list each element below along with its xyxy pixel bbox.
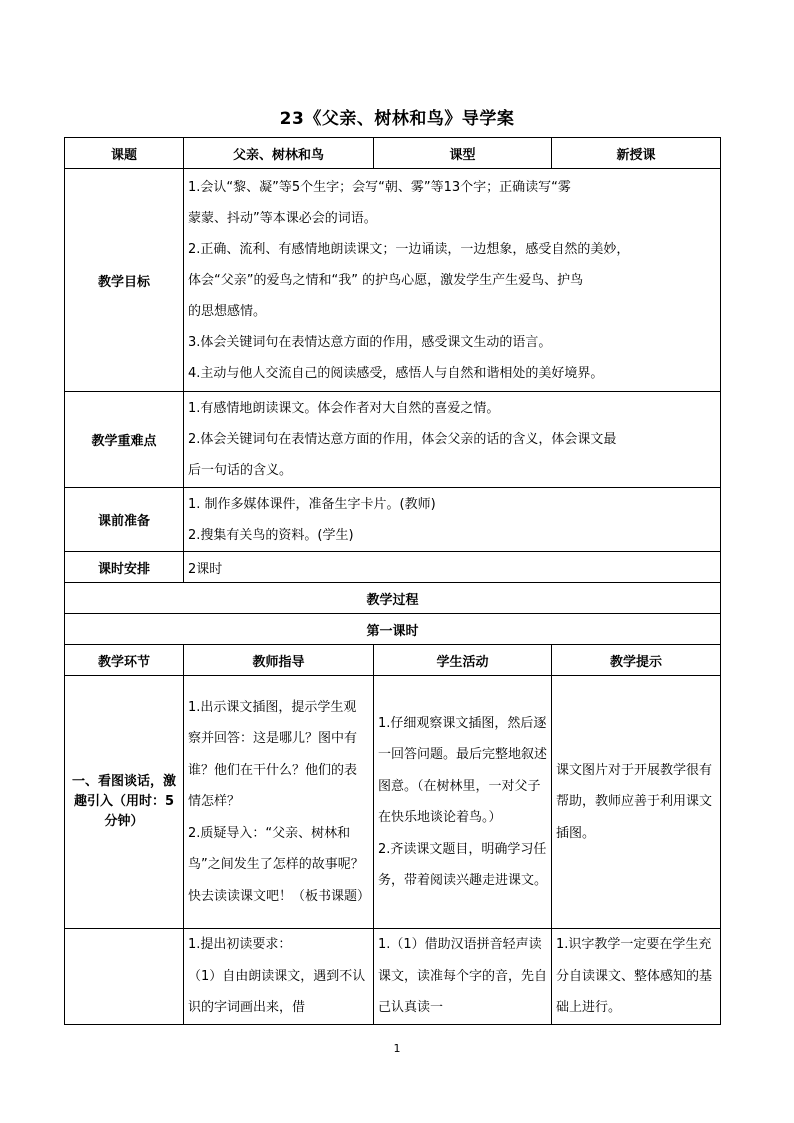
type-label: 课型 [374, 138, 552, 169]
column-header-teacher: 教师指导 [184, 645, 374, 676]
keypoints-line: 2.体会关键词句在表情达意方面的作用，体会父亲的话的含义，体会课文最 [188, 432, 617, 447]
subject-value: 父亲、树林和鸟 [184, 138, 374, 169]
column-header-stage: 教学环节 [65, 645, 184, 676]
goals-line: 3.体会关键词句在表情达意方面的作用，感受课文生动的语言。 [188, 334, 552, 350]
goals-line: 蒙蒙、抖动”等本课必会的词语。 [188, 210, 377, 226]
process-title: 教学过程 [65, 583, 721, 614]
lesson-plan-table [64, 137, 721, 1025]
subject-label: 课题 [65, 138, 184, 169]
stage1-teacher-item: 1.出示课文插图，提示学生观察并回答：这是哪儿？图中有谁？他们在干什么？他们的表情怎样？ [188, 699, 358, 810]
type-value: 新授课 [552, 138, 721, 169]
stage2-tip: 1.识字教学一定要在学生充分自读课文、整体感知的基础上进行。 [552, 929, 721, 1025]
document-title: 23《父亲、树林和鸟》导学案 [279, 109, 515, 129]
prep-line: 2.搜集有关鸟的资料。(学生) [188, 527, 354, 543]
stage1-teacher [184, 676, 374, 929]
stage2-teacher [184, 929, 374, 1025]
stage1-teacher-item: 2.质疑导入：“父亲、树林和鸟”之间发生了怎样的故事呢？快去读读课文吧！（板书课题） [188, 825, 371, 904]
keypoints-line: 1.有感情地朗读课文。体会作者对大自然的喜爱之情。 [188, 401, 500, 416]
keypoints-content [184, 392, 721, 488]
schedule-label: 课时安排 [65, 552, 184, 583]
goals-line: 1.会认“黎、凝”等5个生字；会写“朝、雾”等13个字；正确读写“雾 [188, 179, 571, 195]
stage1-name: 一、看图谈话，激趣引入（用时：5分钟） [65, 676, 184, 929]
column-header-tip: 教学提示 [552, 645, 721, 676]
stage2-teacher-item: （1）自由朗读课文，遇到不认识的字词画出来，借 [188, 968, 366, 1015]
prep-label: 课前准备 [65, 488, 184, 552]
goals-content [184, 169, 721, 392]
stage2-name [65, 929, 184, 1025]
prep-content [184, 488, 721, 552]
stage2-student: 1.（1）借助汉语拼音轻声读课文，读准每个字的音，先自己认真读一 [374, 929, 552, 1025]
column-header-student: 学生活动 [374, 645, 552, 676]
stage1-tip: 课文图片对于开展教学很有帮助，教师应善于利用课文插图。 [552, 676, 721, 929]
goals-line: 4.主动与他人交流自己的阅读感受，感悟人与自然和谐相处的美好境界。 [188, 365, 604, 381]
stage2-teacher-item: 1.提出初读要求： [188, 937, 292, 952]
goals-line: 的思想感情。 [188, 303, 267, 319]
schedule-value: 2课时 [184, 552, 721, 583]
stage1-student [374, 676, 552, 929]
goals-label: 教学目标 [65, 169, 184, 392]
stage1-student-item: 1.仔细观察课文插图，然后逐一回答问题。最后完整地叙述图意。（在树林里，一对父子在快乐地谈论着鸟。） [378, 715, 548, 825]
keypoints-label: 教学重难点 [65, 392, 184, 488]
prep-line: 1. 制作多媒体课件，准备生字卡片。(教师) [188, 496, 436, 512]
page-number: 1 [393, 1042, 401, 1055]
goals-line: 体会“父亲”的爱鸟之情和“我” 的护鸟心愿，激发学生产生爱鸟、护鸟 [188, 272, 584, 288]
goals-line: 2.正确、流利、有感情地朗读课文；一边诵读，一边想象，感受自然的美妙， [188, 241, 630, 257]
keypoints-line: 后一句话的含义。 [188, 463, 293, 478]
stage1-student-item: 2.齐读课文题目，明确学习任务，带着阅读兴趣走进课文。 [378, 841, 548, 888]
lesson1-title: 第一课时 [65, 614, 721, 645]
